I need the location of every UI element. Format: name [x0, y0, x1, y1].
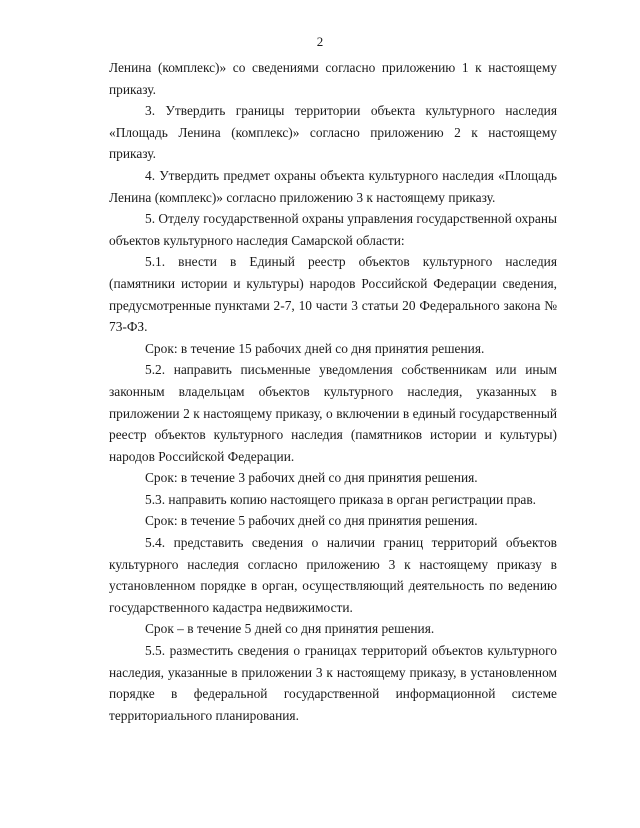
paragraph-item-5-2: 5.2. направить письменные уведомления собственникам или иным законным владельцам объектов культурного наследия, указанных в приложении 2 к настоящему приказу, о включении в единый государственный реестр объектов культурного наследия (памятников истории и культуры) народов Российской Федерации.	[109, 362, 557, 464]
paragraph-item-5-4: 5.4. представить сведения о наличии границ территорий объектов культурного наследия согласно приложению 3 к настоящему приказу в установленном порядке в орган, осуществляющий деятельность по ведению государственного кадастра недвижимости.	[109, 535, 557, 615]
paragraph-item-5-1: 5.1. внести в Единый реестр объектов культурного наследия (памятники истории и культуры) народов Российской Федерации сведения, предусмотренные пунктами 2-7, 10 части 3 статьи 20 Федерального закона № 73-ФЗ.	[109, 254, 557, 335]
paragraph-item-5: 5. Отделу государственной охраны управления государственной охраны объектов культурного наследия Самарской области:	[109, 211, 557, 248]
paragraph-deadline-5-2: Срок: в течение 3 рабочих дней со дня принятия решения.	[145, 470, 478, 486]
document-body	[109, 57, 557, 726]
paragraph-deadline-5-3: Срок: в течение 5 рабочих дней со дня принятия решения.	[145, 513, 478, 529]
paragraph-deadline-5-4: Срок – в течение 5 дней со дня принятия решения.	[145, 621, 435, 637]
page-number: 2	[316, 34, 324, 49]
paragraph-deadline-5-1: Срок: в течение 15 рабочих дней со дня принятия решения.	[145, 340, 485, 356]
paragraph-item-4: 4. Утвердить предмет охраны объекта культурного наследия «Площадь Ленина (комплекс)» согласно приложению 3 к настоящему приказу.	[109, 167, 557, 205]
paragraph-item-5-5: 5.5. разместить сведения о границах территорий объектов культурного наследия, указанные в приложении 3 к настоящему приказу, в установленном порядке в федеральной государственной информационной системе территориального планирования.	[109, 643, 557, 723]
paragraph-item-3: 3. Утвердить границы территории объекта культурного наследия «Площадь Ленина (комплекс)» согласно приложению 2 к настоящему приказу.	[109, 103, 557, 162]
paragraph-item-5-3: 5.3. направить копию настоящего приказа в орган регистрации прав.	[145, 491, 537, 507]
paragraph-continuation: Ленина (комплекс)» со сведениями согласно приложению 1 к настоящему приказу.	[109, 60, 557, 97]
